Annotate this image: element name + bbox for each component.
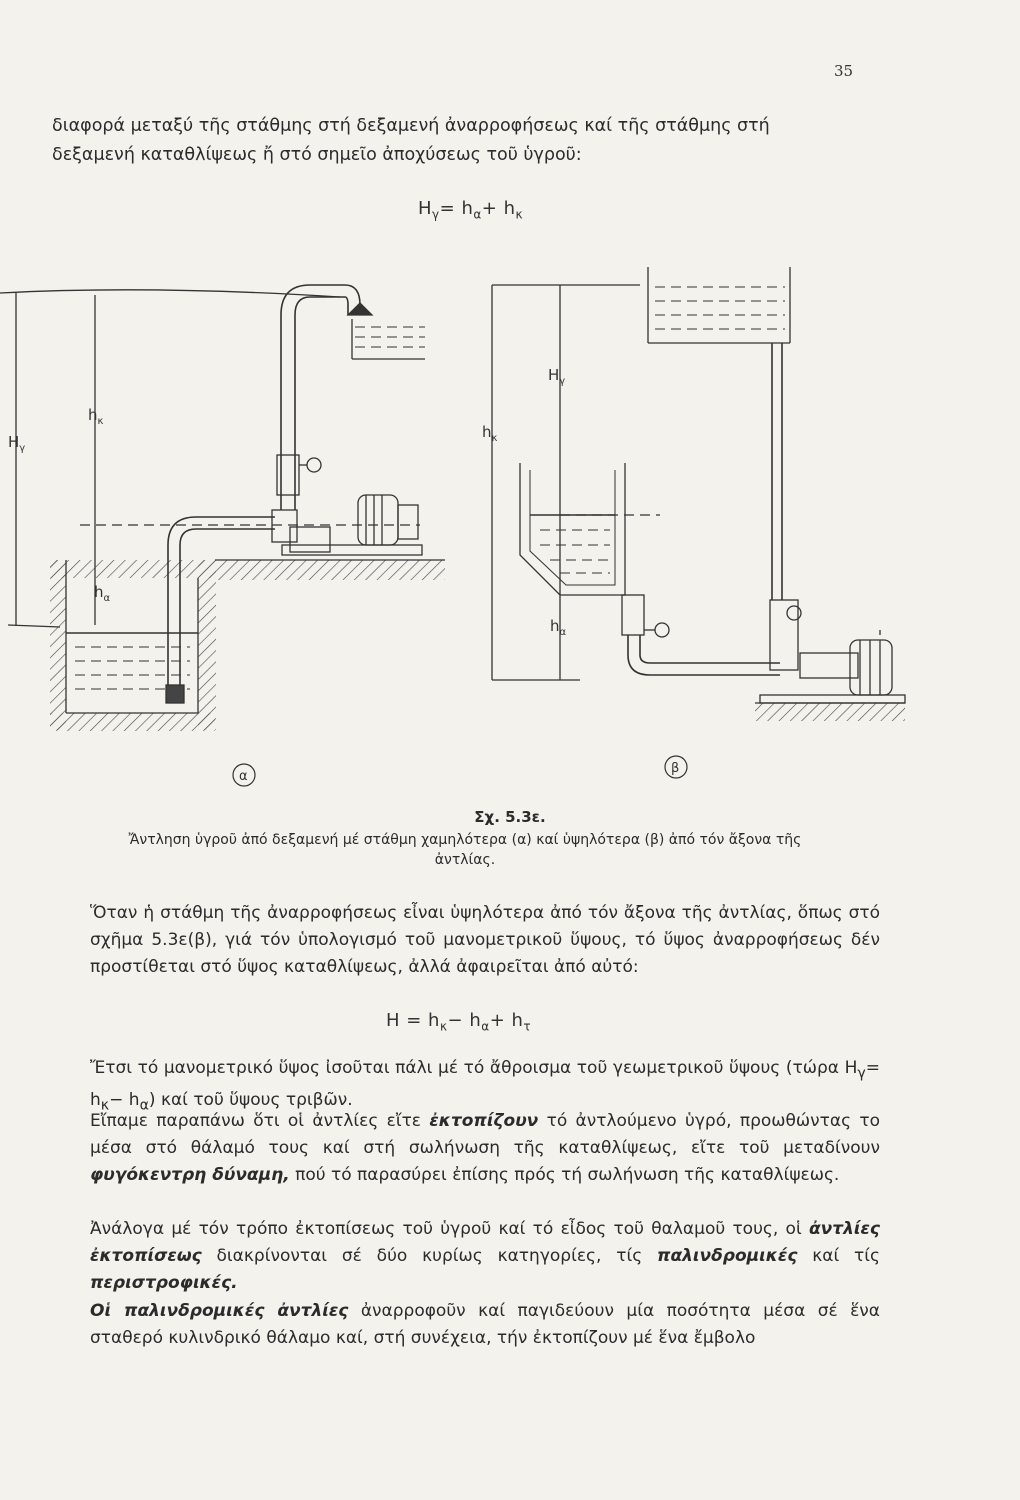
paragraph-5-text (90, 1298, 880, 1352)
para4-emph-displacement-pumps: ἀντλίες ἐκτοπίσεως (90, 1219, 880, 1266)
pump-figure (0, 255, 1020, 795)
para4-emph-reciprocating: παλινδρομικές (657, 1246, 798, 1266)
formula2-a-sub: α (481, 1019, 490, 1034)
formula-manometric-head (386, 1010, 531, 1034)
formula1-eq: = h (439, 198, 474, 219)
label-hk-left: $h_\kappa$ (88, 406, 104, 427)
para3-t1: Εἴπαμε παραπάνω ὅτι οἱ ἀντλίες εἴτε (90, 1111, 430, 1131)
formula-geometric-head (418, 198, 523, 222)
para3-emph-displace: ἐκτοπίζουν (429, 1111, 539, 1131)
para4-t2: διακρίνονται σέ δύο κυρίως κατηγορίες, τίς (201, 1246, 658, 1266)
label-Hy-right: $H_\gamma$ (548, 366, 566, 387)
intro-line-2: δεξαμενή καταθλίψεως ἤ στό σημεῖο ἀποχύσεως τοῦ ὑγροῦ: (52, 145, 582, 165)
formula2-plus: + h (489, 1010, 524, 1031)
figure-caption-line-2: ἀντλίας. (434, 852, 496, 868)
intro-paragraph (52, 112, 872, 170)
paragraph-3-text (90, 1108, 880, 1189)
para5-t1: ἀναρροφοῦν καί παγιδεύουν μία ποσότητα μέσα σέ ἕνα σταθερό κυλινδρικό θάλαμο καί, στή συνέχεια, τήν ἐκτοπίζουν μέ ἕνα ἔμβολο (90, 1301, 881, 1348)
intro-line-1: διαφορά μεταξύ τῆς στάθμης στή δεξαμενή ἀναρροφήσεως καί τῆς στάθμης στή (52, 116, 770, 136)
formula1-lhs: H (418, 198, 433, 219)
formula1-plus: + h (481, 198, 516, 219)
para3-emph-centrifugal: φυγόκεντρη δύναμη, (90, 1165, 290, 1185)
para4-t3: καί τίς (797, 1246, 881, 1266)
para2-text-b: = h (90, 1058, 880, 1111)
formula1-k-sub: κ (515, 207, 524, 222)
panel-b-label: β (671, 761, 680, 776)
label-ha-right: $h_\alpha$ (550, 617, 567, 638)
formula1-lhs-sub: γ (432, 207, 440, 222)
para2-text-d: ) καί τοῦ ὕψους τριβῶν. (148, 1090, 353, 1111)
paragraph-5 (90, 1298, 880, 1352)
paragraph-4 (90, 1216, 880, 1297)
formula1-a-sub: α (473, 207, 482, 222)
para2-text-a: Ἔτσι τό μανομετρικό ὕψος ἰσοῦται πάλι μέ τό ἄθροισμα τοῦ γεωμετρικοῦ ὕψους (τώρα H (90, 1058, 858, 1078)
label-ha-left: $h_\alpha$ (94, 583, 111, 604)
para2-sub-k: κ (100, 1097, 110, 1114)
formula2-k-sub: κ (439, 1019, 448, 1034)
panel-b-diagram (492, 267, 905, 721)
formula2-lhs: H = h (386, 1010, 440, 1031)
figure-caption (60, 830, 870, 870)
para3-t2: τό ἀντλούμενο ὑγρό, προωθώντας το μέσα στό θάλαμό τους καί στή σωλήνωση τῆς καταθλίψεως, εἴτε τοῦ μεταδίνουν (90, 1111, 881, 1158)
paragraph-1 (90, 900, 880, 981)
figure-caption-line-1: Ἄντληση ὑγροῦ ἀπό δεξαμενή μέ στάθμη χαμηλότερα (α) καί ὑψηλότερα (β) ἀπό τόν ἄξονα τῆς (128, 832, 802, 848)
panel-a-label: α (239, 769, 248, 784)
page-number: 35 (834, 62, 854, 80)
para4-emph-rotary: περιστροφικές. (90, 1273, 238, 1293)
formula2-t-sub: τ (523, 1019, 532, 1034)
para2-sub-y: γ (857, 1065, 866, 1082)
para5-emph-reciprocating-pumps: Οἱ παλινδρομικές ἀντλίες (90, 1301, 349, 1321)
para3-t3: πού τό παρασύρει ἐπίσης πρός τή σωλήνωση τῆς καταθλίψεως. (289, 1165, 840, 1185)
panel-a-diagram (0, 285, 445, 731)
paragraph-4-text (90, 1216, 880, 1297)
para2-sub-a: α (139, 1097, 149, 1114)
paragraph-1-text: Ὅταν ἡ στάθμη τῆς ἀναρροφήσεως εἶναι ὑψηλότερα ἀπό τόν ἄξονα τῆς ἀντλίας, ὅπως στό σχῆμα 5.3ε(β), γιά τόν ὑπολογισμό τοῦ μανομετρικοῦ ὕψους, τό ὕψος ἀναρροφήσεως δέν προστίθεται στό ὕψος καταθλίψεως, ἀλλά ἀφαιρεῖται ἀπό αὐτό: (90, 903, 880, 977)
formula2-minus: − h (447, 1010, 482, 1031)
label-Hy-left: $H_\gamma$ (8, 433, 26, 454)
paragraph-3 (90, 1108, 880, 1189)
label-hk-right: $h_\kappa$ (482, 423, 498, 444)
figure-number: Σχ. 5.3ε. (474, 808, 546, 826)
para4-t1: Ἀνάλογα μέ τόν τρόπο ἐκτοπίσεως τοῦ ὑγροῦ καί τό εἶδος τοῦ θαλαμοῦ τους, οἱ (90, 1219, 809, 1239)
para2-text-c: − h (109, 1090, 140, 1111)
